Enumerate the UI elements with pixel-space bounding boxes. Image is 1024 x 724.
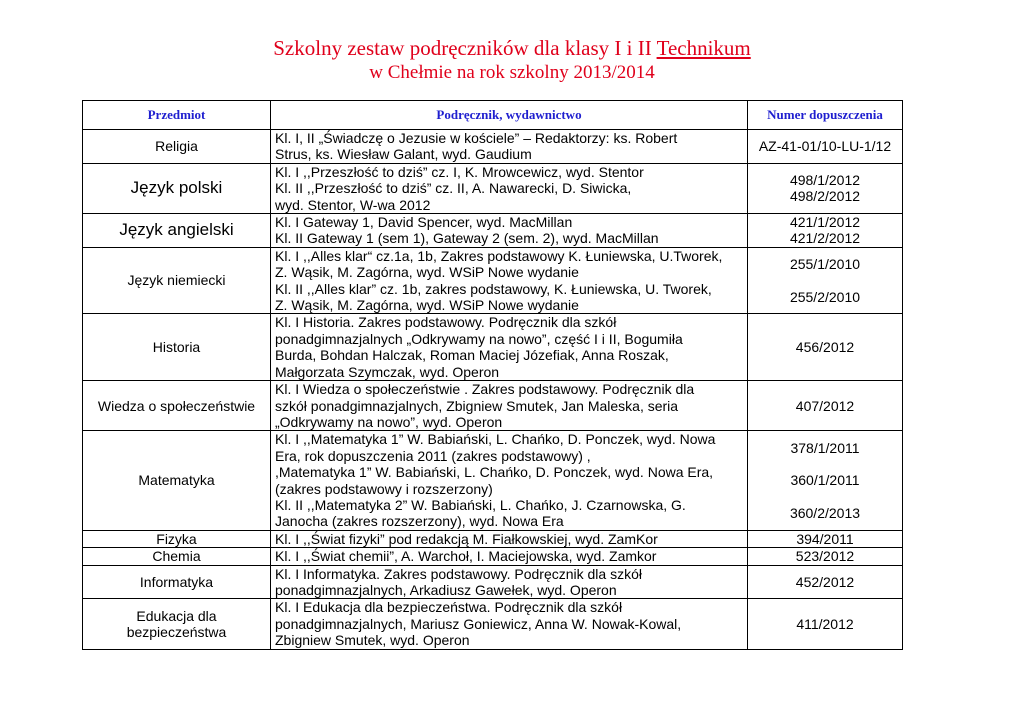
table-row (83, 548, 903, 565)
approval-number-cell: 498/1/2012 498/2/2012 (748, 163, 903, 213)
approval-number-cell: 452/2012 (748, 565, 903, 599)
book-cell: Kl. I, II „Świadczę o Jezusie w kościele” – Redaktorzy: ks. Robert Strus, ks. Wiesław Galant, wyd. Gaudium (271, 130, 748, 164)
table-header-row (83, 101, 903, 130)
header-subject: Przedmiot (83, 101, 271, 130)
subject-cell: Fizyka (83, 530, 271, 547)
approval-number-cell: 523/2012 (748, 548, 903, 565)
approval-number-cell: AZ-41-01/10-LU-1/12 (748, 130, 903, 164)
document-subtitle: w Chełmie na rok szkolny 2013/2014 (369, 62, 655, 83)
subject-cell: Informatyka (83, 565, 271, 599)
subject-cell: Język angielski (83, 214, 271, 248)
book-cell: Kl. I ,,Świat chemii”, A. Warchoł, I. Maciejowska, wyd. Zamkor (271, 548, 748, 565)
book-cell: Kl. I Gateway 1, David Spencer, wyd. MacMillan Kl. II Gateway 1 (sem 1), Gateway 2 (sem. 2), wyd. MacMillan (271, 214, 748, 248)
table-row (83, 214, 903, 248)
table-row (83, 565, 903, 599)
approval-number-cell: 394/2011 (748, 530, 903, 547)
book-cell: Kl. I Edukacja dla bezpieczeństwa. Podręcznik dla szkół ponadgimnazjalnych, Mariusz Goniewicz, Anna W. Nowak-Kowal, Zbigniew Smutek, wyd. Operon (271, 599, 748, 649)
book-cell: Kl. I ,,Alles klar“ cz.1a, 1b, Zakres podstawowy K. Łuniewska, U.Tworek, Z. Wąsik, M. Zagórna, wyd. WSiP Nowe wydanie Kl. II ,,Alles klar” cz. 1b, zakres podstawowy, K. Łuniewska, U. Tworek, Z. Wąsik, M. Zagórna, wyd. WSiP Nowe wydanie (271, 247, 748, 314)
subject-cell: Matematyka (83, 431, 271, 530)
textbook-table (82, 100, 903, 650)
approval-number-cell: 378/1/2011 360/1/2011 360/2/2013 (748, 431, 903, 530)
approval-number-cell: 411/2012 (748, 599, 903, 649)
subject-cell: Historia (83, 314, 271, 381)
approval-number-cell: 407/2012 (748, 381, 903, 431)
subject-cell: Język niemiecki (83, 247, 271, 314)
book-cell: Kl. I Historia. Zakres podstawowy. Podręcznik dla szkół ponadgimnazjalnych „Odkrywamy na nowo”, część I i II, Bogumiła Burda, Bohdan Halczak, Roman Maciej Józefiak, Anna Roszak, Małgorzata Szymczak, wyd. Operon (271, 314, 748, 381)
table-row (83, 130, 903, 164)
approval-number-cell: 421/1/2012 421/2/2012 (748, 214, 903, 248)
title-underlined-school: Technikum (656, 36, 751, 60)
subject-cell: Wiedza o społeczeństwie (83, 381, 271, 431)
header-book: Podręcznik, wydawnictwo (271, 101, 748, 130)
title-prefix: Szkolny zestaw podręczników dla klasy I i II (273, 36, 657, 60)
approval-number-cell: 456/2012 (748, 314, 903, 381)
subject-cell: Edukacja dla bezpieczeństwa (83, 599, 271, 649)
subject-cell: Język polski (83, 163, 271, 213)
book-cell: Kl. I Wiedza o społeczeństwie . Zakres podstawowy. Podręcznik dla szkół ponadgimnazjalnych, Zbigniew Smutek, Jan Maleska, seria „Odkrywamy na nowo”, wyd. Operon (271, 381, 748, 431)
table-row (83, 247, 903, 314)
book-cell: Kl. I Informatyka. Zakres podstawowy. Podręcznik dla szkół ponadgimnazjalnych, Arkadiusz Gawełek, wyd. Operon (271, 565, 748, 599)
table-row (83, 163, 903, 213)
subject-cell: Religia (83, 130, 271, 164)
book-cell: Kl. I ,,Przeszłość to dziś” cz. I, K. Mrowcewicz, wyd. Stentor Kl. II ,,Przeszłość to dziś” cz. II, A. Nawarecki, D. Siwicka, wyd. Stentor, W-wa 2012 (271, 163, 748, 213)
table-row (83, 599, 903, 649)
header-number: Numer dopuszczenia (748, 101, 903, 130)
book-cell: Kl. I ,,Świat fizyki” pod redakcją M. Fiałkowskiej, wyd. ZamKor (271, 530, 748, 547)
table-row (83, 314, 903, 381)
table-row (83, 381, 903, 431)
table-row (83, 530, 903, 547)
document-title (0, 36, 1024, 60)
table-row (83, 431, 903, 530)
subject-cell: Chemia (83, 548, 271, 565)
approval-number-cell: 255/1/2010 255/2/2010 (748, 247, 903, 314)
book-cell: Kl. I ,,Matematyka 1” W. Babiański, L. Chańko, D. Ponczek, wyd. Nowa Era, rok dopuszczenia 2011 (zakres podstawowy) , ,Matematyka 1” W. Babiański, L. Chańko, D. Ponczek, wyd. Nowa Era, (zakres podstawowy i rozszerzony) Kl. II ,,Matematyka 2” W. Babiański, L. Chańko, J. Czarnowska, G. Janocha (zakres rozszerzony), wyd. Nowa Era (271, 431, 748, 530)
